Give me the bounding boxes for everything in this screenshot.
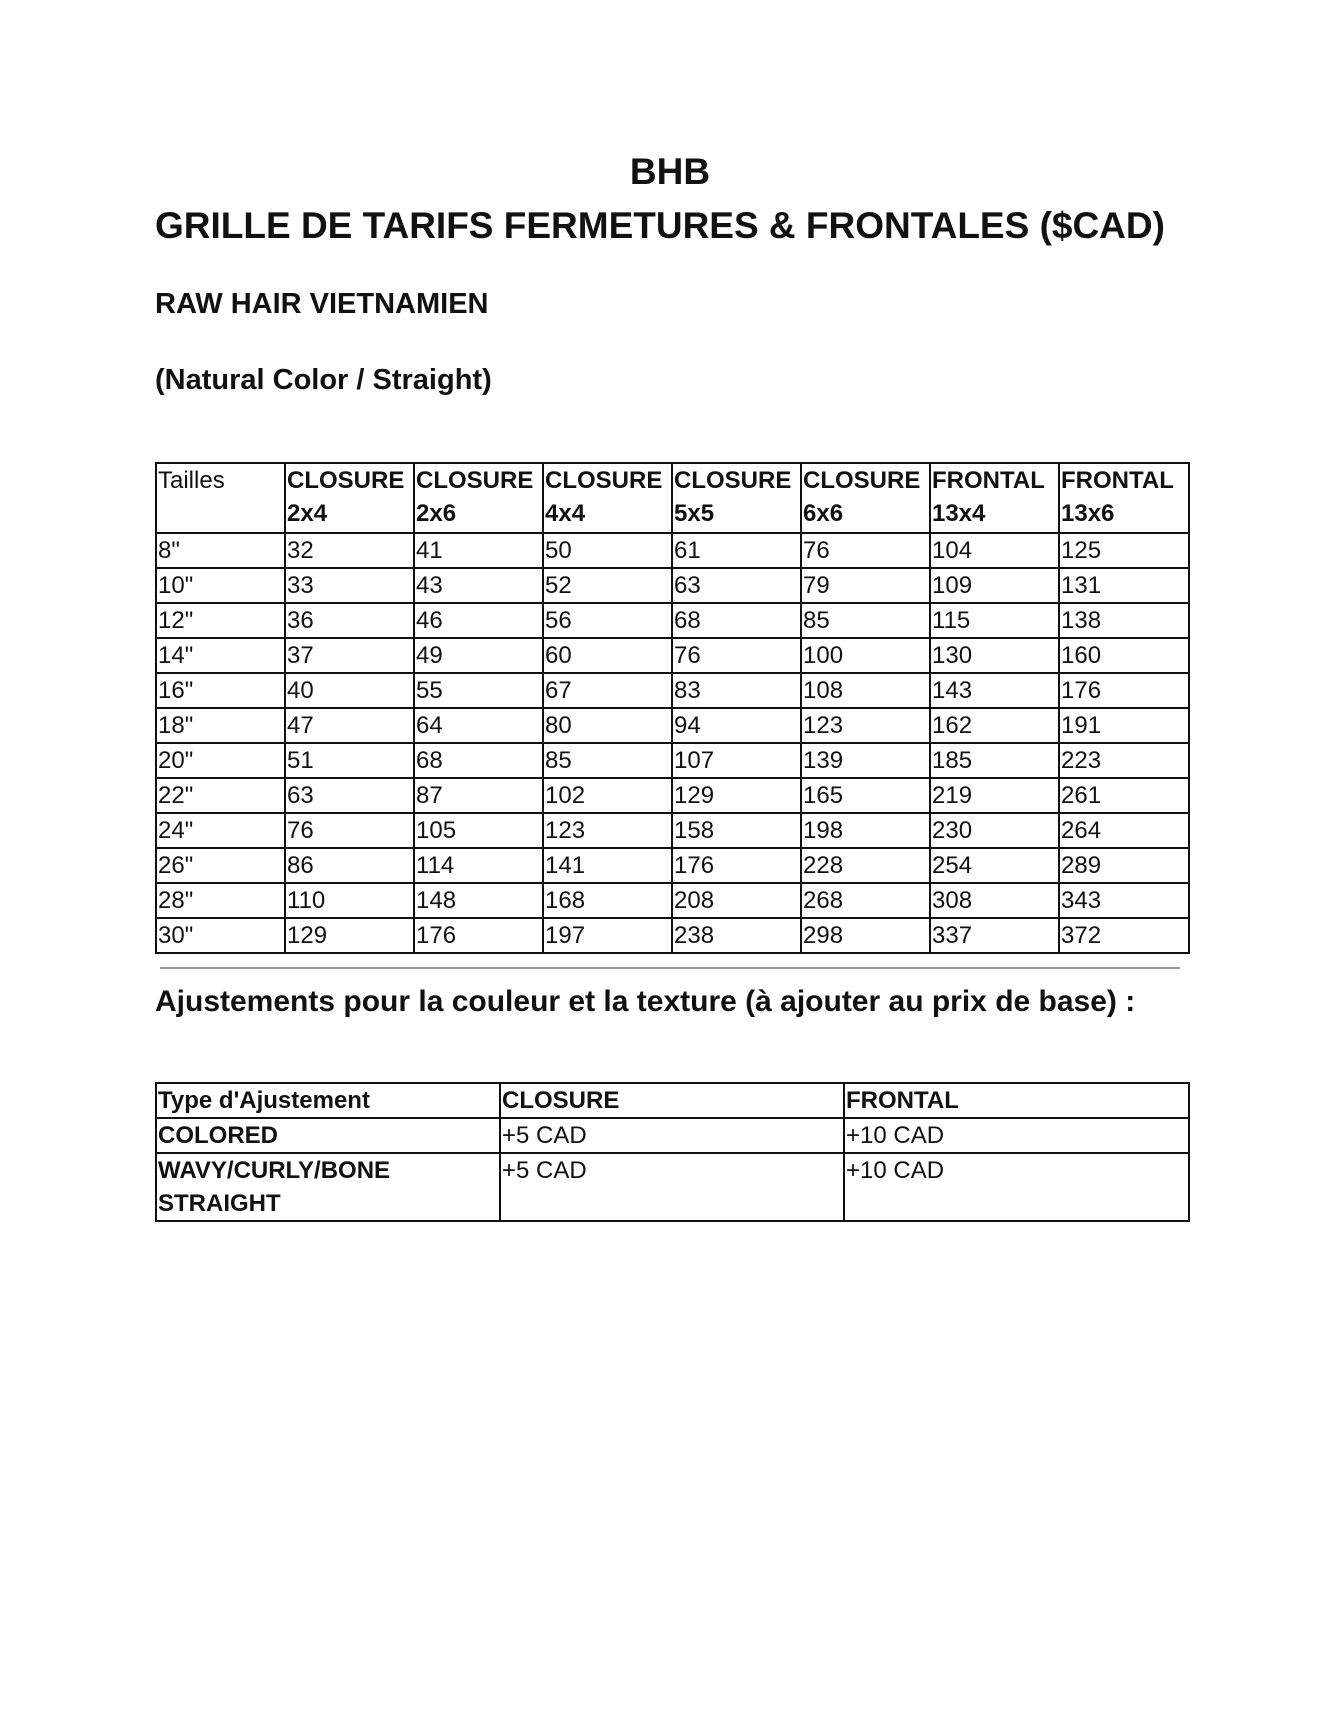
cell-frontal-13x6: 131 — [1059, 568, 1189, 603]
header-label: CLOSURE — [287, 467, 405, 494]
cell-closure-4x4: 50 — [543, 533, 672, 568]
table-row — [156, 533, 1189, 568]
adjustments-header-row — [156, 1083, 1189, 1118]
cell-size: 8" — [156, 533, 285, 568]
cell-closure-5x5: 238 — [672, 918, 801, 953]
cell-frontal-13x4: 109 — [930, 568, 1059, 603]
cell-size: 10" — [156, 568, 285, 603]
header-sublabel: 5x5 — [674, 500, 715, 527]
cell-frontal-13x4: 162 — [930, 708, 1059, 743]
cell-closure-4x4: 197 — [543, 918, 672, 953]
table-row — [156, 848, 1189, 883]
adjustment-closure: +5 CAD — [500, 1118, 844, 1153]
cell-closure-4x4: 123 — [543, 813, 672, 848]
cell-frontal-13x4: 308 — [930, 883, 1059, 918]
cell-frontal-13x6: 264 — [1059, 813, 1189, 848]
table-row — [156, 743, 1189, 778]
header-closure-4x4 — [543, 463, 672, 533]
header-label: FRONTAL — [932, 467, 1045, 494]
cell-size: 14" — [156, 638, 285, 673]
header-label: CLOSURE — [674, 467, 792, 494]
header-closure-2x4 — [285, 463, 414, 533]
cell-closure-2x6: 41 — [414, 533, 543, 568]
cell-size: 26" — [156, 848, 285, 883]
cell-frontal-13x6: 160 — [1059, 638, 1189, 673]
cell-closure-2x6: 105 — [414, 813, 543, 848]
price-table-header-row — [156, 463, 1189, 533]
cell-closure-2x6: 87 — [414, 778, 543, 813]
cell-frontal-13x6: 343 — [1059, 883, 1189, 918]
cell-closure-2x6: 68 — [414, 743, 543, 778]
cell-frontal-13x6: 289 — [1059, 848, 1189, 883]
cell-frontal-13x6: 372 — [1059, 918, 1189, 953]
table-row — [156, 673, 1189, 708]
cell-frontal-13x4: 185 — [930, 743, 1059, 778]
cell-size: 22" — [156, 778, 285, 813]
cell-closure-5x5: 107 — [672, 743, 801, 778]
cell-closure-4x4: 80 — [543, 708, 672, 743]
cell-closure-6x6: 76 — [801, 533, 930, 568]
header-closure-6x6 — [801, 463, 930, 533]
table-row — [156, 568, 1189, 603]
cell-frontal-13x4: 219 — [930, 778, 1059, 813]
adjustment-closure: +5 CAD — [500, 1153, 844, 1221]
header-label: CLOSURE — [545, 467, 663, 494]
price-table — [155, 462, 1190, 954]
cell-closure-2x6: 55 — [414, 673, 543, 708]
header-frontal-13x4 — [930, 463, 1059, 533]
cell-closure-4x4: 52 — [543, 568, 672, 603]
cell-frontal-13x4: 104 — [930, 533, 1059, 568]
header-sublabel: 13x6 — [1061, 500, 1115, 527]
header-closure-2x6 — [414, 463, 543, 533]
cell-closure-4x4: 102 — [543, 778, 672, 813]
cell-closure-2x6: 43 — [414, 568, 543, 603]
adjustment-frontal: +10 CAD — [844, 1153, 1189, 1221]
table-row — [156, 778, 1189, 813]
cell-closure-6x6: 123 — [801, 708, 930, 743]
cell-size: 16" — [156, 673, 285, 708]
adjustment-frontal: +10 CAD — [844, 1118, 1189, 1153]
cell-frontal-13x4: 337 — [930, 918, 1059, 953]
cell-frontal-13x6: 191 — [1059, 708, 1189, 743]
cell-closure-5x5: 129 — [672, 778, 801, 813]
product-note: (Natural Color / Straight) — [155, 364, 492, 396]
header-adjustment-type: Type d'Ajustement — [156, 1083, 500, 1118]
cell-closure-5x5: 158 — [672, 813, 801, 848]
cell-closure-5x5: 76 — [672, 638, 801, 673]
table-row — [156, 883, 1189, 918]
cell-frontal-13x4: 143 — [930, 673, 1059, 708]
header-label: CLOSURE — [416, 467, 534, 494]
header-sublabel: 2x6 — [416, 500, 457, 527]
cell-closure-2x6: 148 — [414, 883, 543, 918]
cell-closure-5x5: 63 — [672, 568, 801, 603]
cell-closure-4x4: 141 — [543, 848, 672, 883]
cell-closure-2x4: 51 — [285, 743, 414, 778]
cell-closure-6x6: 198 — [801, 813, 930, 848]
header-sublabel: 6x6 — [803, 500, 844, 527]
cell-closure-4x4: 60 — [543, 638, 672, 673]
cell-closure-4x4: 168 — [543, 883, 672, 918]
cell-closure-5x5: 61 — [672, 533, 801, 568]
section-divider — [160, 967, 1180, 969]
header-label: FRONTAL — [1061, 467, 1174, 494]
cell-closure-6x6: 298 — [801, 918, 930, 953]
table-row — [156, 918, 1189, 953]
cell-closure-5x5: 83 — [672, 673, 801, 708]
header-closure-5x5 — [672, 463, 801, 533]
adjustment-type-line: WAVY/CURLY/BONE — [158, 1157, 391, 1184]
cell-closure-6x6: 228 — [801, 848, 930, 883]
cell-closure-2x4: 36 — [285, 603, 414, 638]
cell-frontal-13x6: 176 — [1059, 673, 1189, 708]
cell-closure-2x6: 46 — [414, 603, 543, 638]
cell-closure-2x4: 63 — [285, 778, 414, 813]
cell-closure-5x5: 68 — [672, 603, 801, 638]
cell-closure-2x6: 114 — [414, 848, 543, 883]
cell-frontal-13x6: 223 — [1059, 743, 1189, 778]
cell-closure-2x4: 40 — [285, 673, 414, 708]
price-table-body — [156, 533, 1189, 953]
cell-size: 18" — [156, 708, 285, 743]
header-sublabel: 4x4 — [545, 500, 586, 527]
table-row — [156, 1118, 1189, 1153]
cell-closure-2x4: 33 — [285, 568, 414, 603]
product-subtitle: RAW HAIR VIETNAMIEN — [155, 288, 489, 320]
brand-name: BHB — [629, 151, 711, 192]
cell-frontal-13x6: 261 — [1059, 778, 1189, 813]
cell-closure-6x6: 108 — [801, 673, 930, 708]
page-title: GRILLE DE TARIFS FERMETURES & FRONTALES ($CAD) — [155, 205, 1165, 246]
cell-frontal-13x6: 125 — [1059, 533, 1189, 568]
cell-closure-6x6: 268 — [801, 883, 930, 918]
cell-closure-6x6: 165 — [801, 778, 930, 813]
cell-frontal-13x4: 115 — [930, 603, 1059, 638]
cell-closure-5x5: 176 — [672, 848, 801, 883]
header-closure: CLOSURE — [500, 1083, 844, 1118]
cell-size: 20" — [156, 743, 285, 778]
cell-closure-5x5: 208 — [672, 883, 801, 918]
cell-size: 28" — [156, 883, 285, 918]
adjustment-type-line: STRAIGHT — [158, 1190, 281, 1217]
adjustment-type-line: COLORED — [158, 1122, 278, 1149]
cell-closure-6x6: 79 — [801, 568, 930, 603]
cell-closure-2x4: 47 — [285, 708, 414, 743]
adjustment-type — [156, 1118, 500, 1153]
cell-closure-4x4: 67 — [543, 673, 672, 708]
table-row — [156, 813, 1189, 848]
cell-closure-6x6: 85 — [801, 603, 930, 638]
header-label: Tailles — [158, 467, 225, 494]
adjustments-table — [155, 1082, 1190, 1222]
cell-closure-2x6: 176 — [414, 918, 543, 953]
cell-frontal-13x4: 130 — [930, 638, 1059, 673]
cell-closure-2x4: 37 — [285, 638, 414, 673]
header-label: CLOSURE — [803, 467, 921, 494]
adjustments-heading: Ajustements pour la couleur et la texture (à ajouter au prix de base) : — [155, 985, 1136, 1018]
cell-closure-2x4: 110 — [285, 883, 414, 918]
header-sublabel: 2x4 — [287, 500, 328, 527]
table-row — [156, 603, 1189, 638]
cell-size: 30" — [156, 918, 285, 953]
table-row — [156, 1153, 1189, 1221]
cell-closure-4x4: 56 — [543, 603, 672, 638]
cell-closure-2x4: 32 — [285, 533, 414, 568]
cell-closure-2x4: 129 — [285, 918, 414, 953]
cell-closure-5x5: 94 — [672, 708, 801, 743]
cell-closure-2x6: 64 — [414, 708, 543, 743]
cell-closure-4x4: 85 — [543, 743, 672, 778]
cell-closure-2x4: 86 — [285, 848, 414, 883]
cell-frontal-13x6: 138 — [1059, 603, 1189, 638]
cell-closure-6x6: 100 — [801, 638, 930, 673]
header-sublabel: 13x4 — [932, 500, 986, 527]
header-frontal-13x6 — [1059, 463, 1189, 533]
header-frontal: FRONTAL — [844, 1083, 1189, 1118]
cell-closure-2x4: 76 — [285, 813, 414, 848]
table-row — [156, 638, 1189, 673]
cell-size: 24" — [156, 813, 285, 848]
header-sizes — [156, 463, 285, 533]
cell-frontal-13x4: 254 — [930, 848, 1059, 883]
cell-closure-6x6: 139 — [801, 743, 930, 778]
cell-closure-2x6: 49 — [414, 638, 543, 673]
table-row — [156, 708, 1189, 743]
cell-size: 12" — [156, 603, 285, 638]
adjustment-type — [156, 1153, 500, 1221]
cell-frontal-13x4: 230 — [930, 813, 1059, 848]
